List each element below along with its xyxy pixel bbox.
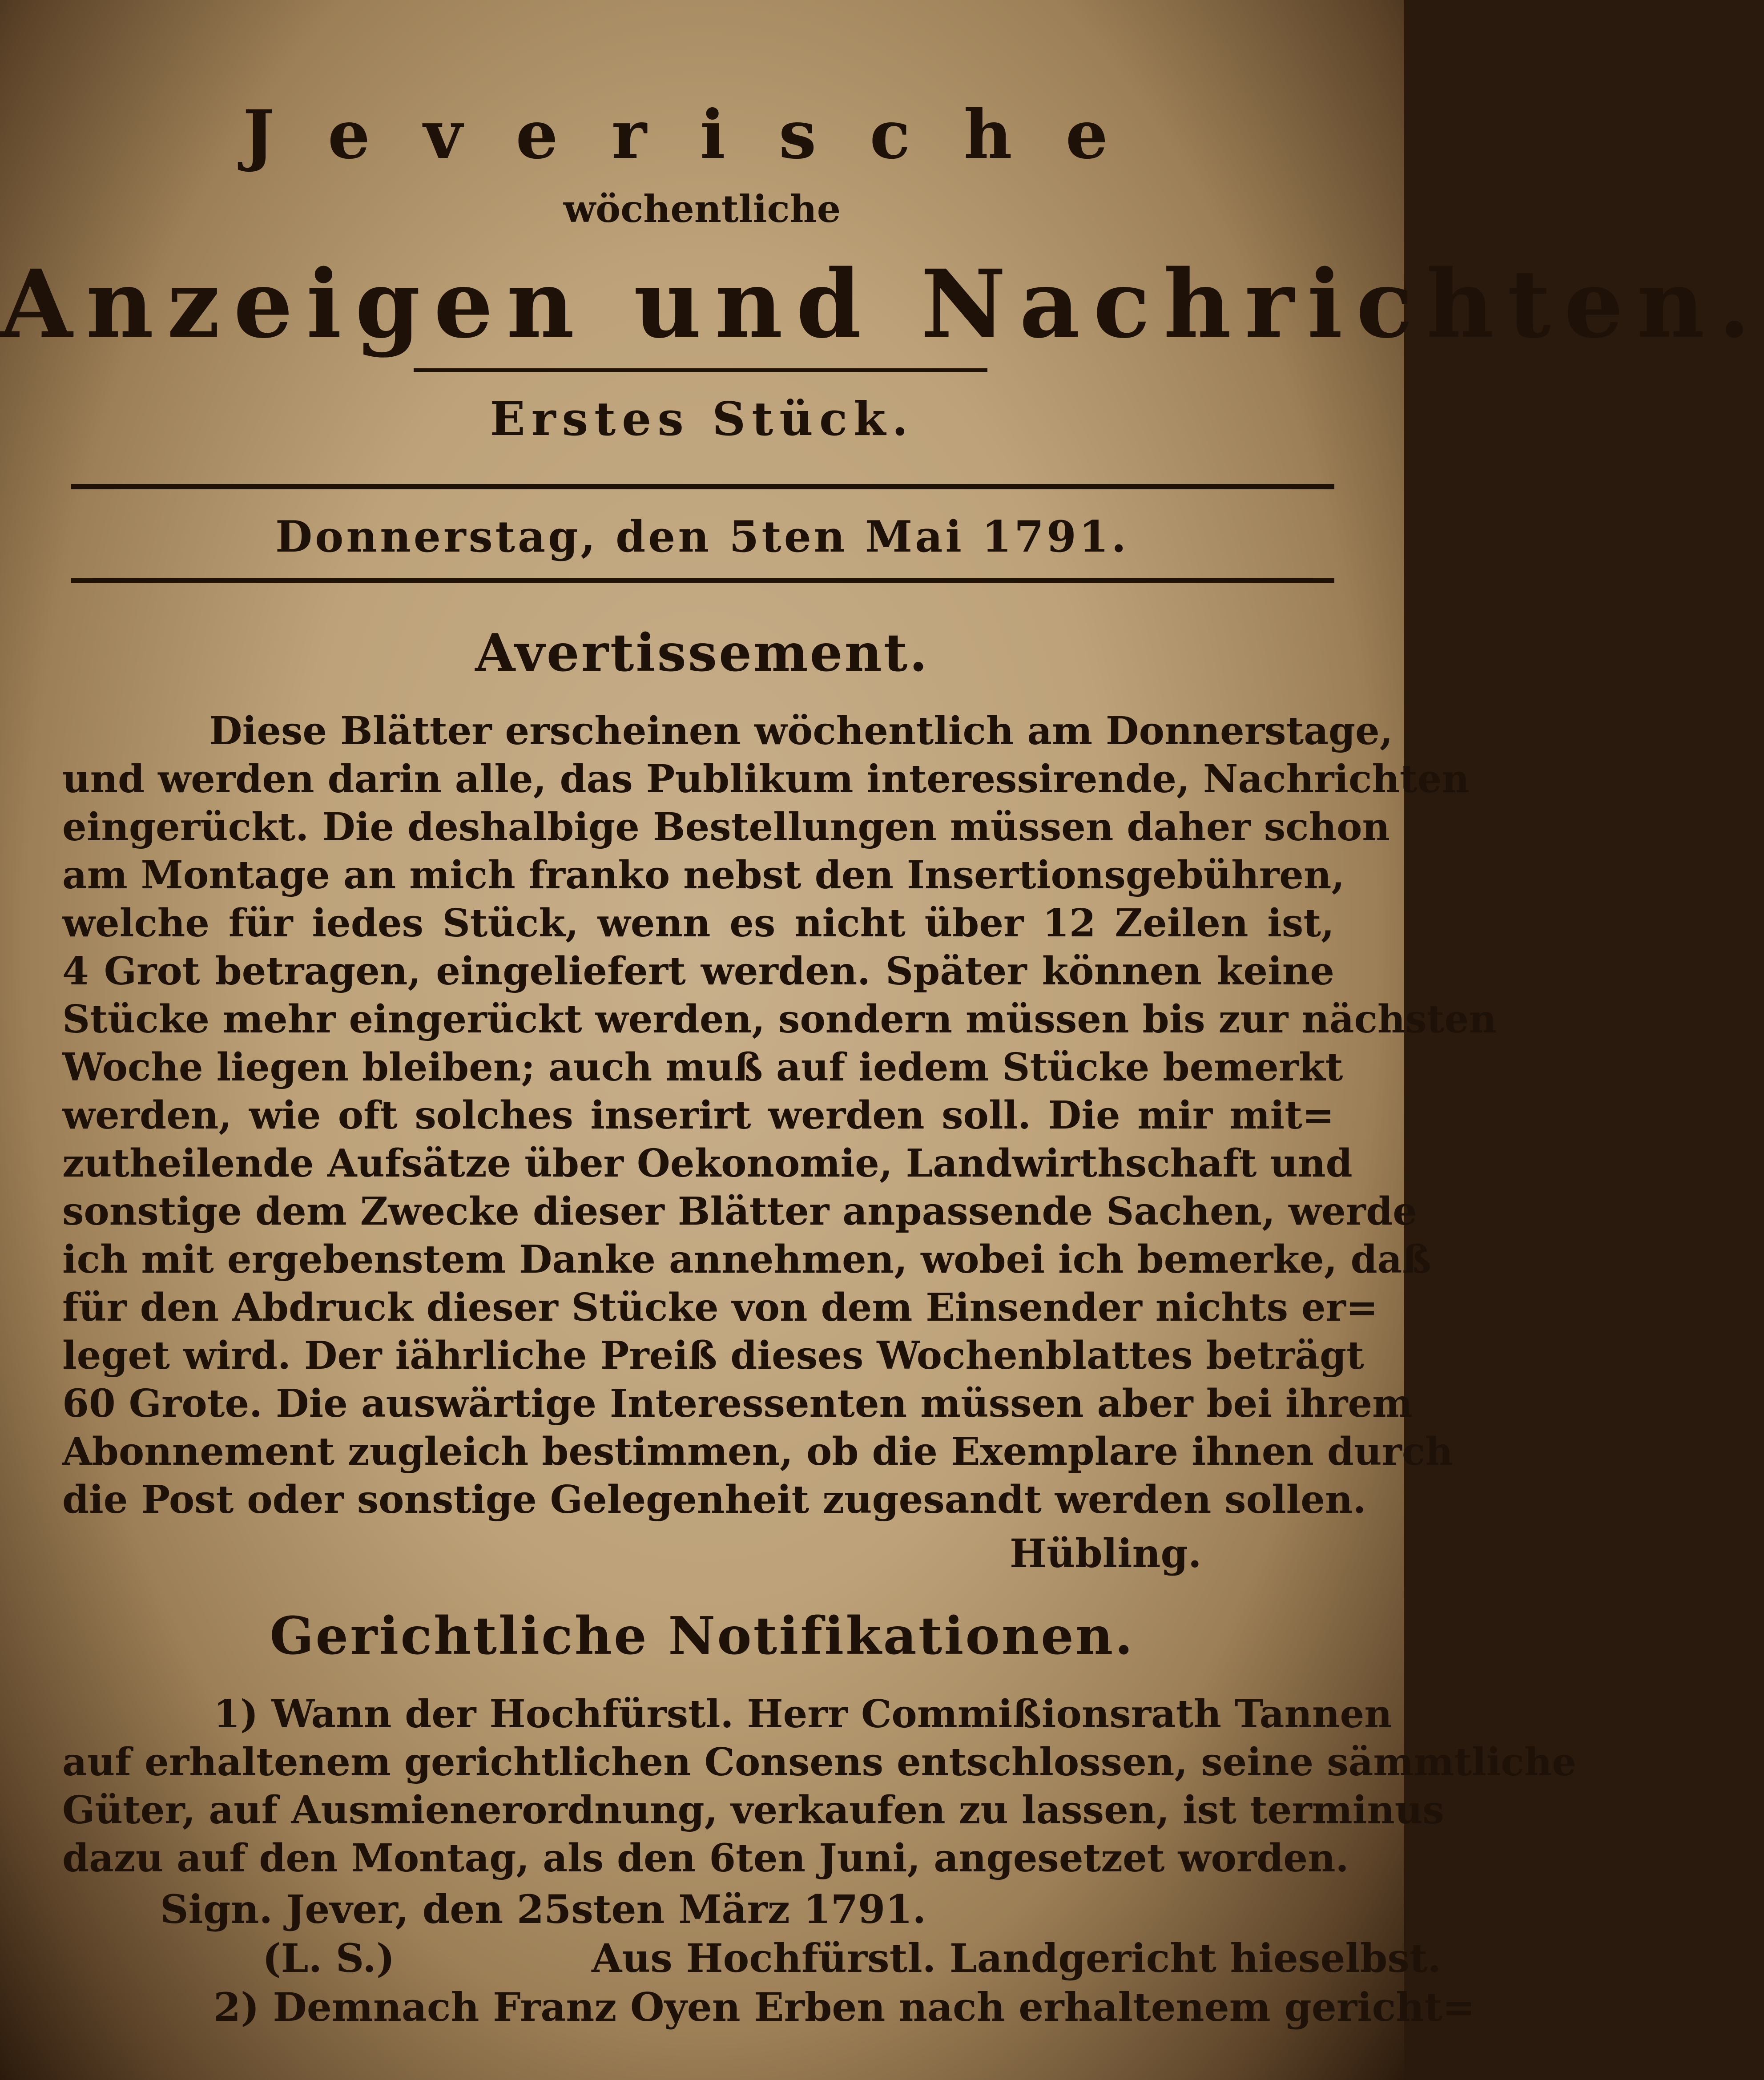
avertissement-line: ich mit ergebenstem Danke annehmen, wobei ich bemerke, daß — [62, 1237, 1431, 1282]
avertissement-line: die Post oder sonstige Gelegenheit zugesandt werden sollen. — [62, 1477, 1366, 1522]
avertissement-heading: Avertissement. — [475, 623, 929, 683]
avertissement-line: Abonnement zugleich bestimmen, ob die Exemplare ihnen durch — [62, 1429, 1453, 1474]
date-bottom-rule — [71, 578, 1334, 583]
avertissement-line: welche für iedes Stück, wenn es nicht über 12 Zeilen ist, — [62, 901, 1334, 946]
issue-number: Erstes Stück. — [490, 391, 914, 446]
masthead-short-rule — [414, 368, 987, 372]
avertissement-line: leget wird. Der iährliche Preiß dieses Wochenblattes beträgt — [62, 1333, 1364, 1378]
date-top-rule — [71, 484, 1334, 489]
notification-item-2-line: 2) Demnach Franz Oyen Erben nach erhaltenem gericht= — [213, 1984, 1475, 2030]
notification-line: Güter, auf Ausmienerordnung, verkaufen zu lassen, ist terminus — [62, 1788, 1444, 1833]
issuing-authority: Aus Hochfürstl. Landgericht hieselbst. — [592, 1935, 1442, 1981]
avertissement-line: werden, wie oft solches inserirt werden soll. Die mir mit= — [62, 1093, 1334, 1138]
masthead-line-2: wöchentliche — [563, 187, 841, 231]
avertissement-line: sonstige dem Zwecke dieser Blätter anpassende Sachen, werde — [62, 1189, 1417, 1234]
avertissement-line: eingerückt. Die deshalbige Bestellungen müssen daher schon — [62, 805, 1390, 850]
notification-signing-place-date: Sign. Jever, den 25sten März 1791. — [160, 1886, 926, 1932]
avertissement-line: zutheilende Aufsätze über Oekonomie, Landwirthschaft und — [62, 1141, 1353, 1186]
avertissement-line: Diese Blätter erscheinen wöchentlich am Donnerstage, — [209, 709, 1393, 754]
avertissement-line: Stücke mehr eingerückt werden, sondern müssen bis zur nächsten — [62, 997, 1497, 1042]
masthead-title: Anzeigen und Nachrichten. — [0, 249, 1764, 359]
avertissement-line: am Montage an mich franko nebst den Insertionsgebühren, — [62, 853, 1345, 898]
notification-item-1 — [62, 1690, 1577, 1882]
notifikationen-heading: Gerichtliche Notifikationen. — [270, 1606, 1135, 1666]
masthead-line-1: Jeverische — [242, 96, 1162, 174]
notification-line: dazu auf den Montag, als den 6ten Juni, angesetzet worden. — [62, 1836, 1349, 1881]
avertissement-line: und werden darin alle, das Publikum interessirende, Nachrichten — [62, 757, 1470, 802]
seal-mark: (L. S.) — [262, 1935, 395, 1981]
notification-line: 1) Wann der Hochfürstl. Herr Commißionsrath Tannen — [213, 1692, 1392, 1737]
avertissement-line: für den Abdruck dieser Stücke von dem Einsender nichts er= — [62, 1285, 1378, 1330]
notification-line: auf erhaltenem gerichtlichen Consens entschlossen, seine sämmtliche — [62, 1740, 1577, 1785]
avertissement-line: Woche liegen bleiben; auch muß auf iedem Stücke bemerkt — [62, 1045, 1343, 1090]
avertissement-line: 4 Grot betragen, eingeliefert werden. Später können keine — [62, 949, 1334, 994]
issue-date: Donnerstag, den 5ten Mai 1791. — [275, 512, 1129, 562]
avertissement-body — [62, 707, 1497, 1524]
avertissement-line: 60 Grote. Die auswärtige Interessenten müssen aber bei ihrem — [62, 1381, 1413, 1426]
avertissement-signature: Hübling. — [1010, 1530, 1202, 1576]
